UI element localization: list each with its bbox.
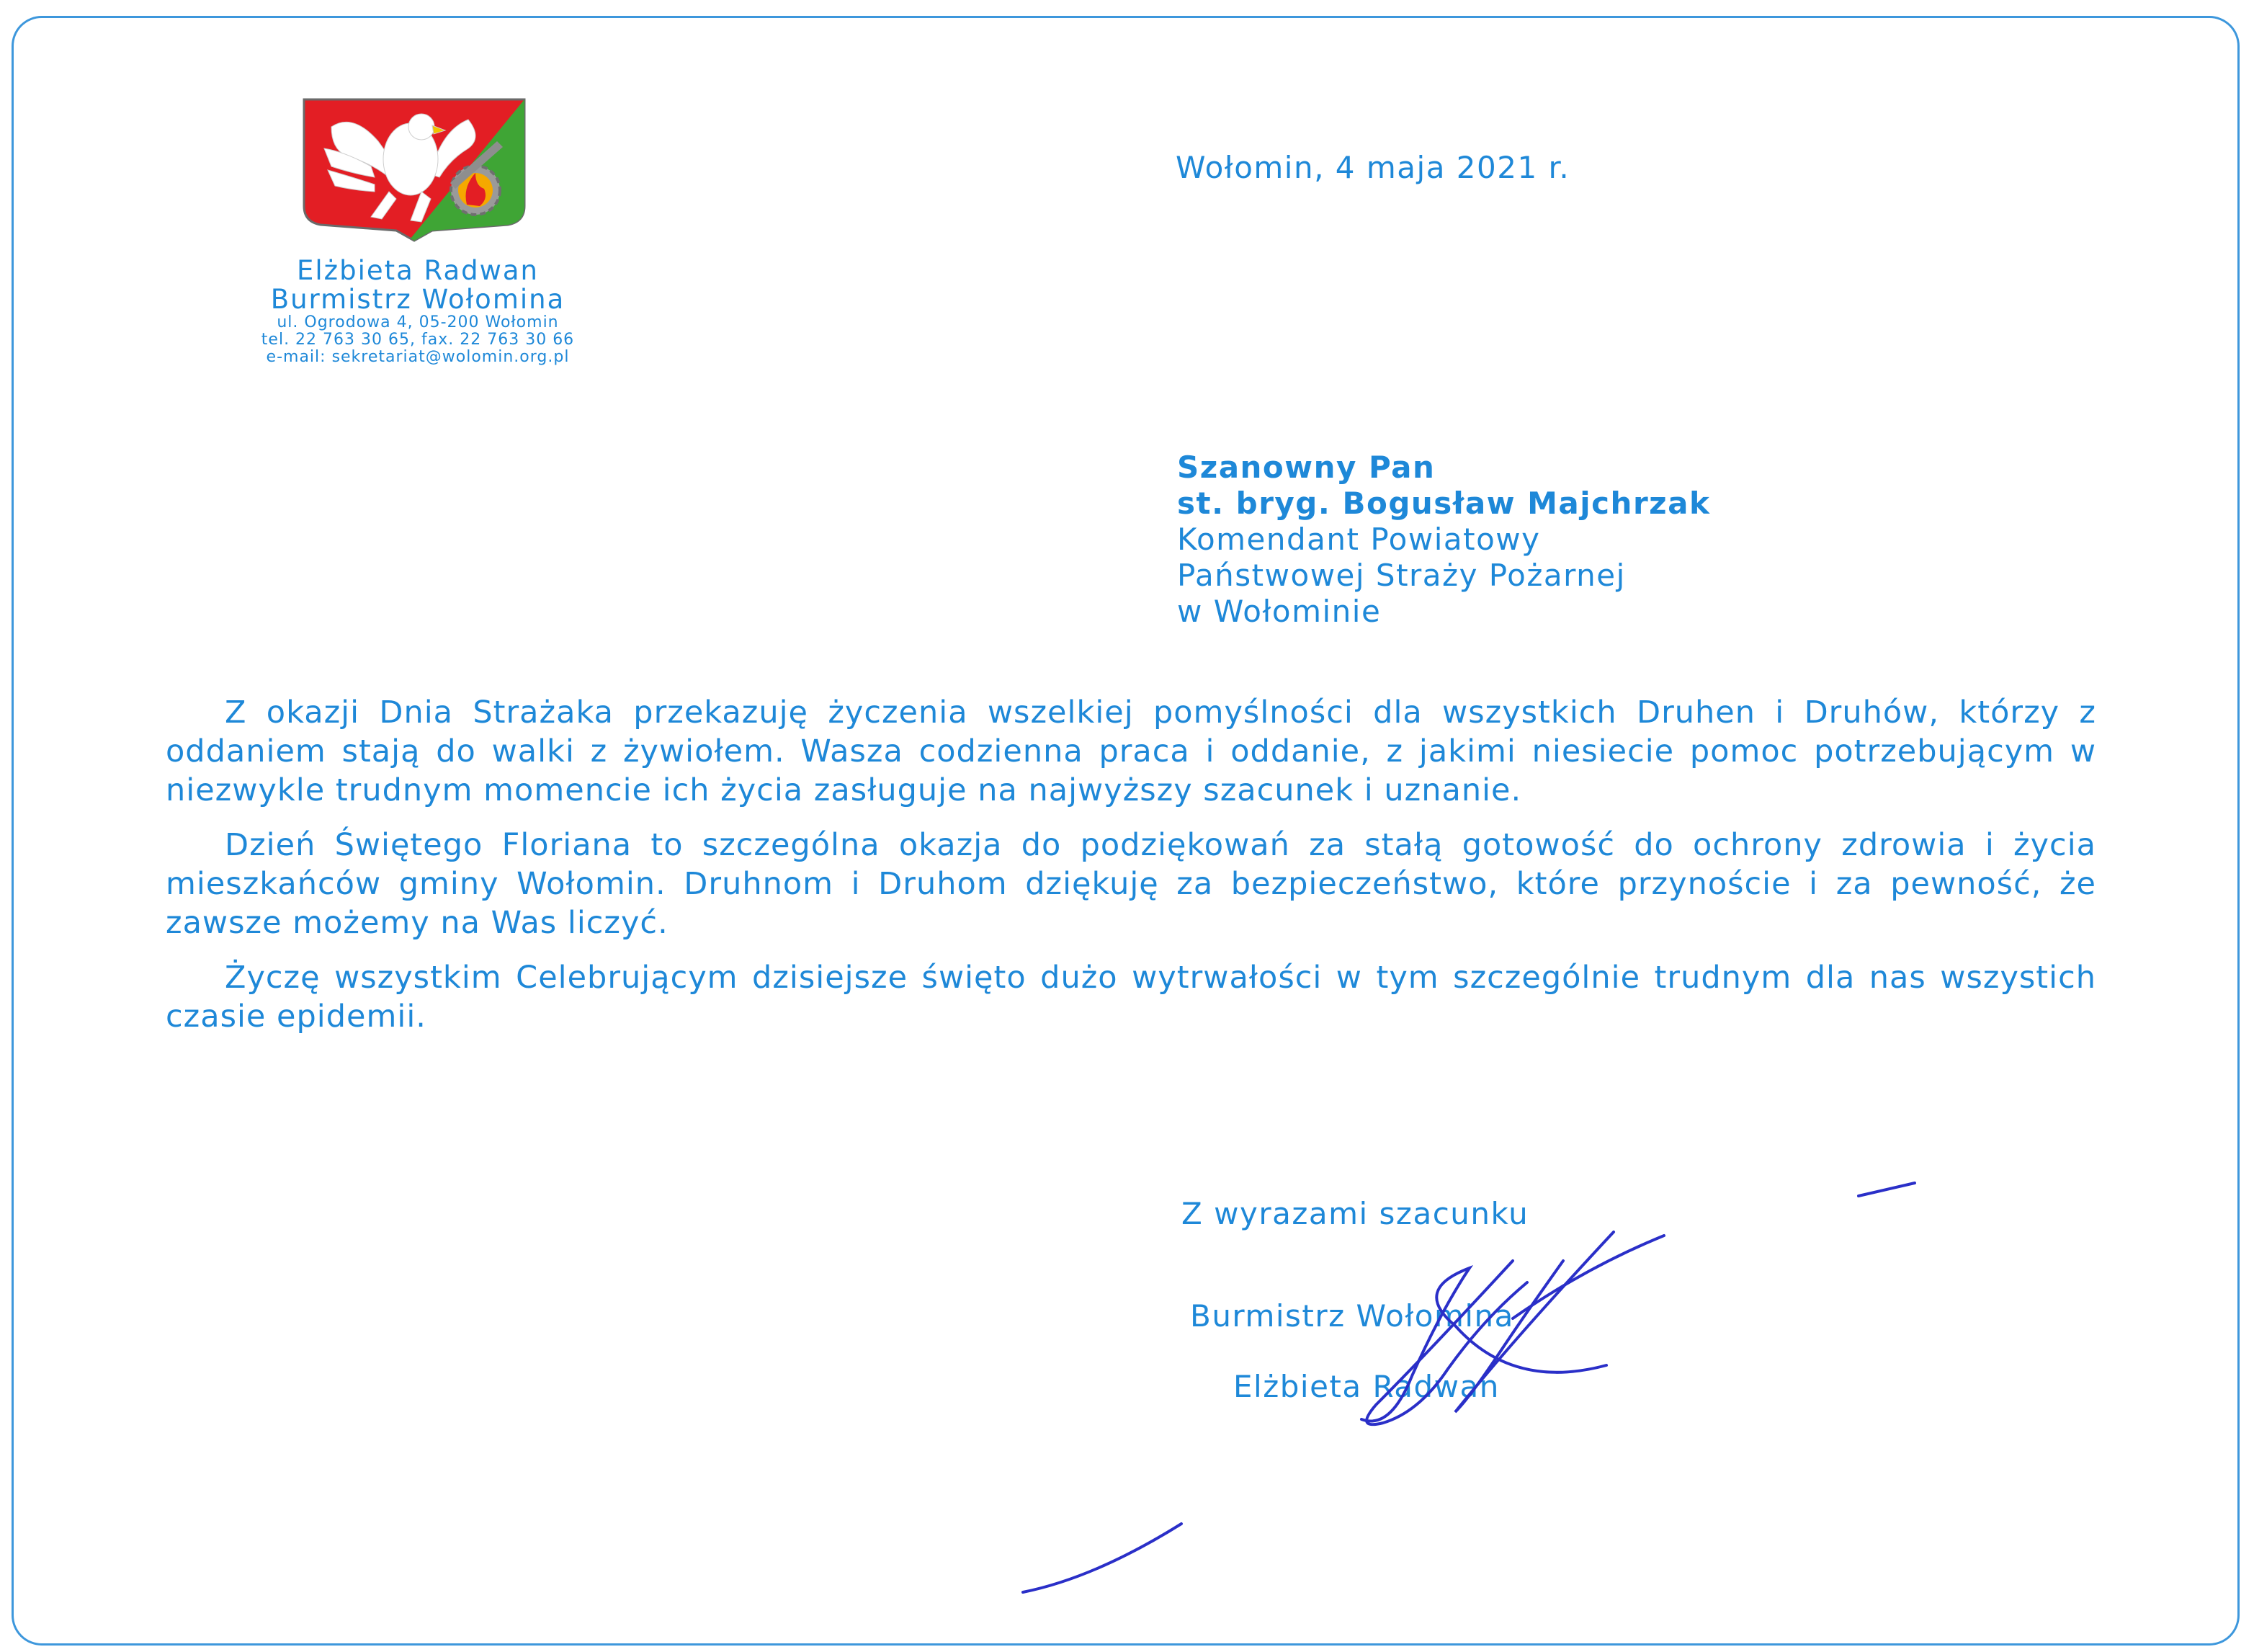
sender-address: ul. Ogrodowa 4, 05-200 Wołomin bbox=[277, 313, 559, 331]
body-paragraph-2: Dzień Świętego Floriana to szczególna okazja do podziękowań za stałą gotowość do ochrony zdrowia i życia mieszkańców gminy Wołomin. Druhnom i Druhom dziękuję za bezpieczeństwo, które przynoście i za pewność, że zawsze możemy na Was liczyć. bbox=[166, 827, 2096, 941]
coat-of-arms-icon bbox=[303, 98, 526, 242]
signature-title: Burmistrz Wołomina bbox=[1190, 1298, 1514, 1334]
handwritten-signature bbox=[1009, 1182, 1945, 1599]
closing-phrase: Z wyrazami szacunku bbox=[1181, 1196, 1529, 1231]
addressee-position-2: Państwowej Straży Pożarnej bbox=[1177, 558, 1626, 593]
sender-title: Burmistrz Wołomina bbox=[270, 284, 565, 315]
addressee-block bbox=[1177, 450, 1710, 630]
letter-date: Wołomin, 4 maja 2021 r. bbox=[1176, 150, 1570, 185]
addressee-position-3: w Wołominie bbox=[1177, 594, 1382, 629]
sender-phone: tel. 22 763 30 65, fax. 22 763 30 66 bbox=[261, 331, 575, 349]
signature-name: Elżbieta Radwan bbox=[1233, 1369, 1500, 1404]
body-paragraph-3: Życzę wszystkim Celebrującym dzisiejsze święto dużo wytrwałości w tym szczególnie trudnym dla nas wszystich czasie epidemii. bbox=[166, 960, 2096, 1035]
sender-name: Elżbieta Radwan bbox=[297, 255, 539, 286]
addressee-salutation: Szanowny Pan bbox=[1177, 450, 1436, 485]
sender-email: e-mail: sekretariat@wolomin.org.pl bbox=[266, 348, 570, 366]
addressee-position-1: Komendant Powiatowy bbox=[1177, 522, 1541, 557]
addressee-name: st. bryg. Bogusław Majchrzak bbox=[1177, 486, 1711, 521]
letter-body bbox=[166, 693, 2096, 1052]
sender-block bbox=[115, 256, 720, 366]
body-paragraph-1: Z okazji Dnia Strażaka przekazuję życzenia wszelkiej pomyślności dla wszystkich Druhen i Druhów, którzy z oddaniem stają do walki z żywiołem. Wasza codzienna praca i oddanie, z jakimi niesiecie pomoc potrzebującym w niezwykle trudnym momencie ich życia zasługuje na najwyższy szacunek i uznanie. bbox=[166, 695, 2096, 808]
